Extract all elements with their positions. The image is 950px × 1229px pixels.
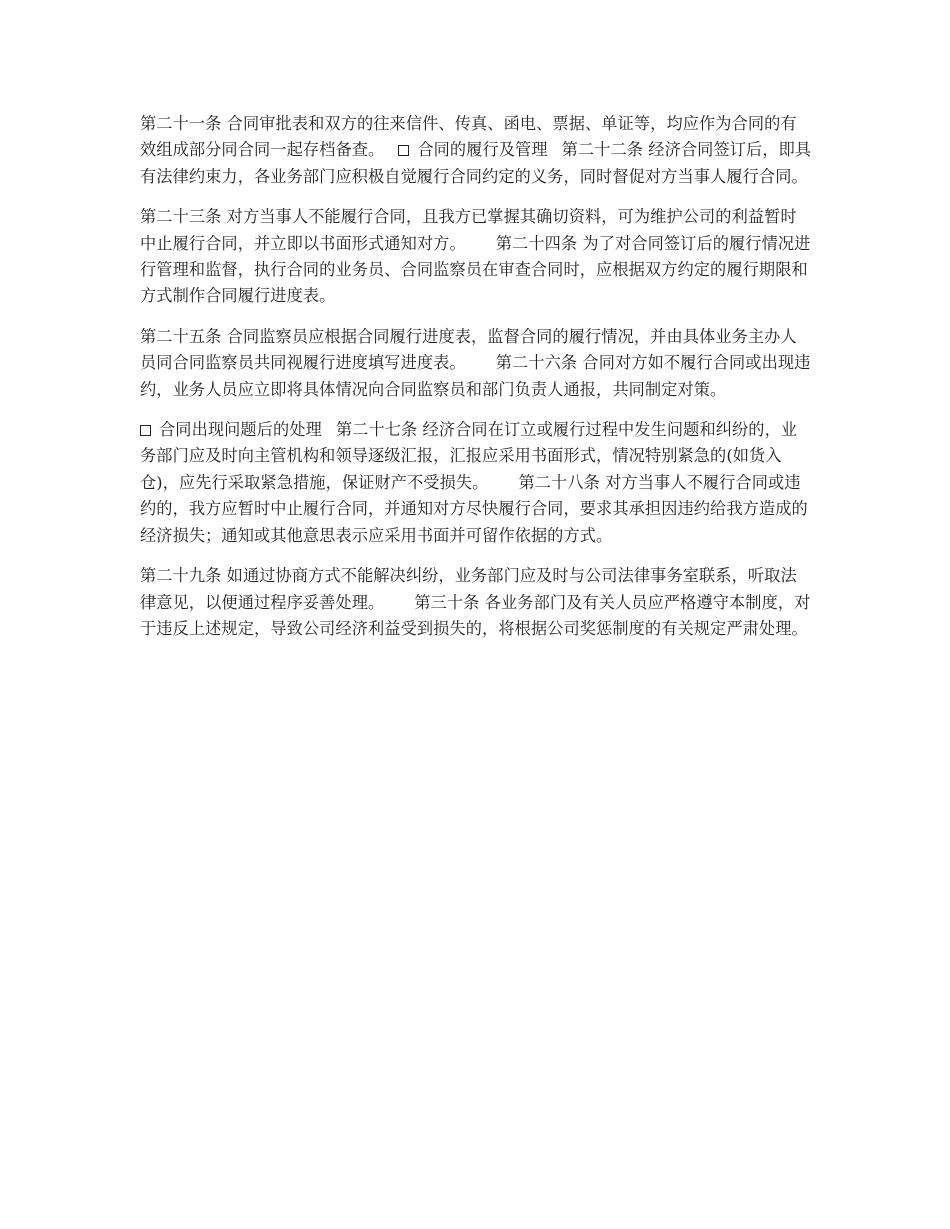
paragraph-article-27-28 <box>140 417 812 549</box>
article-26-text: 第二十六条 合同对方如不履行合同或出现违约，业务人员应立即将具体情况向合同监察员和部门负责人通报，共同制定对策。 <box>140 353 811 399</box>
article-22-text: 第二十二条 经济合同签订后，即具有法律约束力，各业务部门应积极自觉履行合同约定的义务，同时督促对方当事人履行合同。 <box>140 140 812 186</box>
article-30-text: 第三十条 各业务部门及有关人员应严格遵守本制度，对于违反上述规定，导致公司经济利益受到损失的，将根据公司奖惩制度的有关规定严肃处理。 <box>140 592 811 638</box>
article-25-text: 第二十五条 合同监察员应根据合同履行进度表，监督合同的履行情况，并由具体业务主办人员同合同监察员共同视履行进度填写进度表。 <box>140 326 797 373</box>
paragraph-article-23-24 <box>140 204 812 310</box>
document-page <box>140 111 812 656</box>
checkbox-icon <box>398 145 409 156</box>
paragraph-article-29-30 <box>140 563 812 642</box>
article-28-text: 第二十八条 对方当事人不履行合同或违约的，我方应暂时中止履行合同，并通知对方尽快履行合同，要求其承担因违约给我方造成的经济损失；通知或其他意思表示应采用书面并可留作依据的方式。 <box>140 472 808 545</box>
article-29-text: 第二十九条 如通过协商方式不能解决纠纷，业务部门应及时与公司法律事务室联系，听取法律意见，以便通过程序妥善处理。 <box>140 566 797 612</box>
section-heading-performance: 合同的履行及管理 <box>417 140 548 160</box>
paragraph-article-25-26 <box>140 324 812 403</box>
section-heading-problems: 合同出现问题后的处理 <box>159 420 322 440</box>
article-24-text: 第二十四条 为了对合同签订后的履行情况进行管理和监督，执行合同的业务员、合同监察员在审查合同时，应根据双方约定的履行期限和方式制作合同履行进度表。 <box>140 233 811 306</box>
checkbox-icon <box>140 425 151 436</box>
article-23-text: 第二十三条 对方当事人不能履行合同，且我方已掌握其确切资料，可为维护公司的利益暂时中止履行合同，并立即以书面形式通知对方。 <box>140 207 797 253</box>
paragraph-article-21-22 <box>140 111 812 190</box>
article-27-text: 第二十七条 经济合同在订立或履行过程中发生问题和纠纷的，业务部门应及时向主管机构和领导逐级汇报，汇报应采用书面形式，情况特别紧急的(如货入仓)，应先行采取紧急措施，保证财产不受损失。 <box>140 420 798 492</box>
article-21-text: 第二十一条 合同审批表和双方的往来信件、传真、函电、票据、单证等，均应作为合同的有效组成部分同合同一起存档备查。 <box>140 114 797 160</box>
